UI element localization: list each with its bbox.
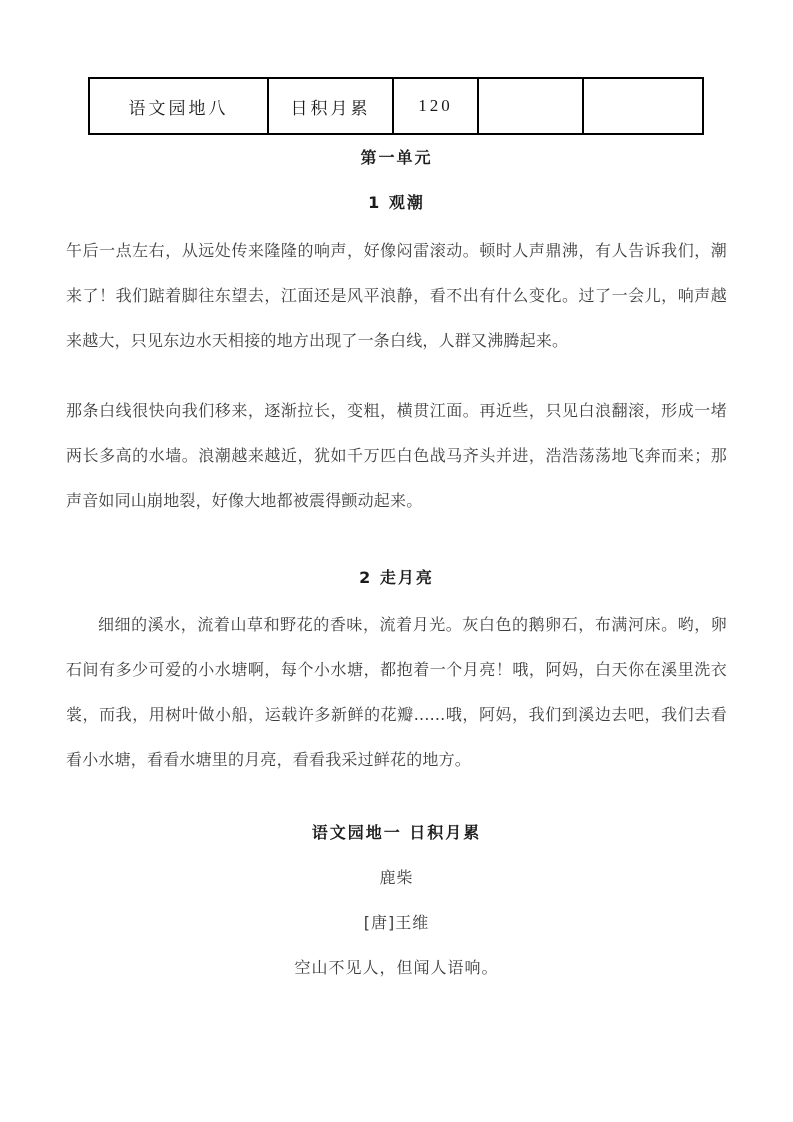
lesson-1-paragraph-1: 午后一点左右，从远处传来隆隆的响声，好像闷雷滚动。顿时人声鼎沸，有人告诉我们，潮来了！我们踮着脚往东望去，江面还是风平浪静，看不出有什么变化。过了一会儿，响声越来越大，只见东边水天相接的地方出现了一条白线，人群又沸腾起来。 (66, 241, 727, 350)
garden-heading: 语文园地一 日积月累 (311, 823, 482, 842)
header-table-cell-section: 日积月累 (268, 78, 393, 134)
header-table-cell-empty-2 (583, 78, 703, 134)
lesson-2-title: 2 走月亮 (359, 568, 434, 587)
header-table (88, 77, 704, 135)
poem-author: [唐]王维 (363, 913, 430, 932)
header-table-cell-empty-1 (478, 78, 583, 134)
unit-heading: 第一单元 (360, 148, 433, 167)
header-table-cell-title: 语文园地八 (89, 78, 268, 134)
lesson-1-paragraph-2: 那条白线很快向我们移来，逐渐拉长，变粗，横贯江面。再近些，只见白浪翻滚，形成一堵两长多高的水墙。浪潮越来越近，犹如千万匹白色战马齐头并进，浩浩荡荡地飞奔而来；那声音如同山崩地裂，好像大地都被震得颤动起来。 (66, 401, 727, 510)
header-table-row (89, 78, 703, 134)
lesson-1-title: 1 观潮 (368, 193, 425, 212)
header-table-cell-page: 120 (393, 78, 478, 134)
lesson-2-paragraph-1: 细细的溪水，流着山草和野花的香味，流着月光。灰白色的鹅卵石，布满河床。哟，卵石间有多少可爱的小水塘啊，每个小水塘，都抱着一个月亮！哦，阿妈，白天你在溪里洗衣裳，而我，用树叶做小船，运载许多新鲜的花瓣......哦，阿妈，我们到溪边去吧，我们去看看小水塘，看看水塘里的月亮，看看我采过鲜花的地方。 (66, 615, 727, 769)
poem-line: 空山不见人，但闻人语响。 (294, 958, 499, 977)
poem-title: 鹿柴 (379, 868, 414, 887)
